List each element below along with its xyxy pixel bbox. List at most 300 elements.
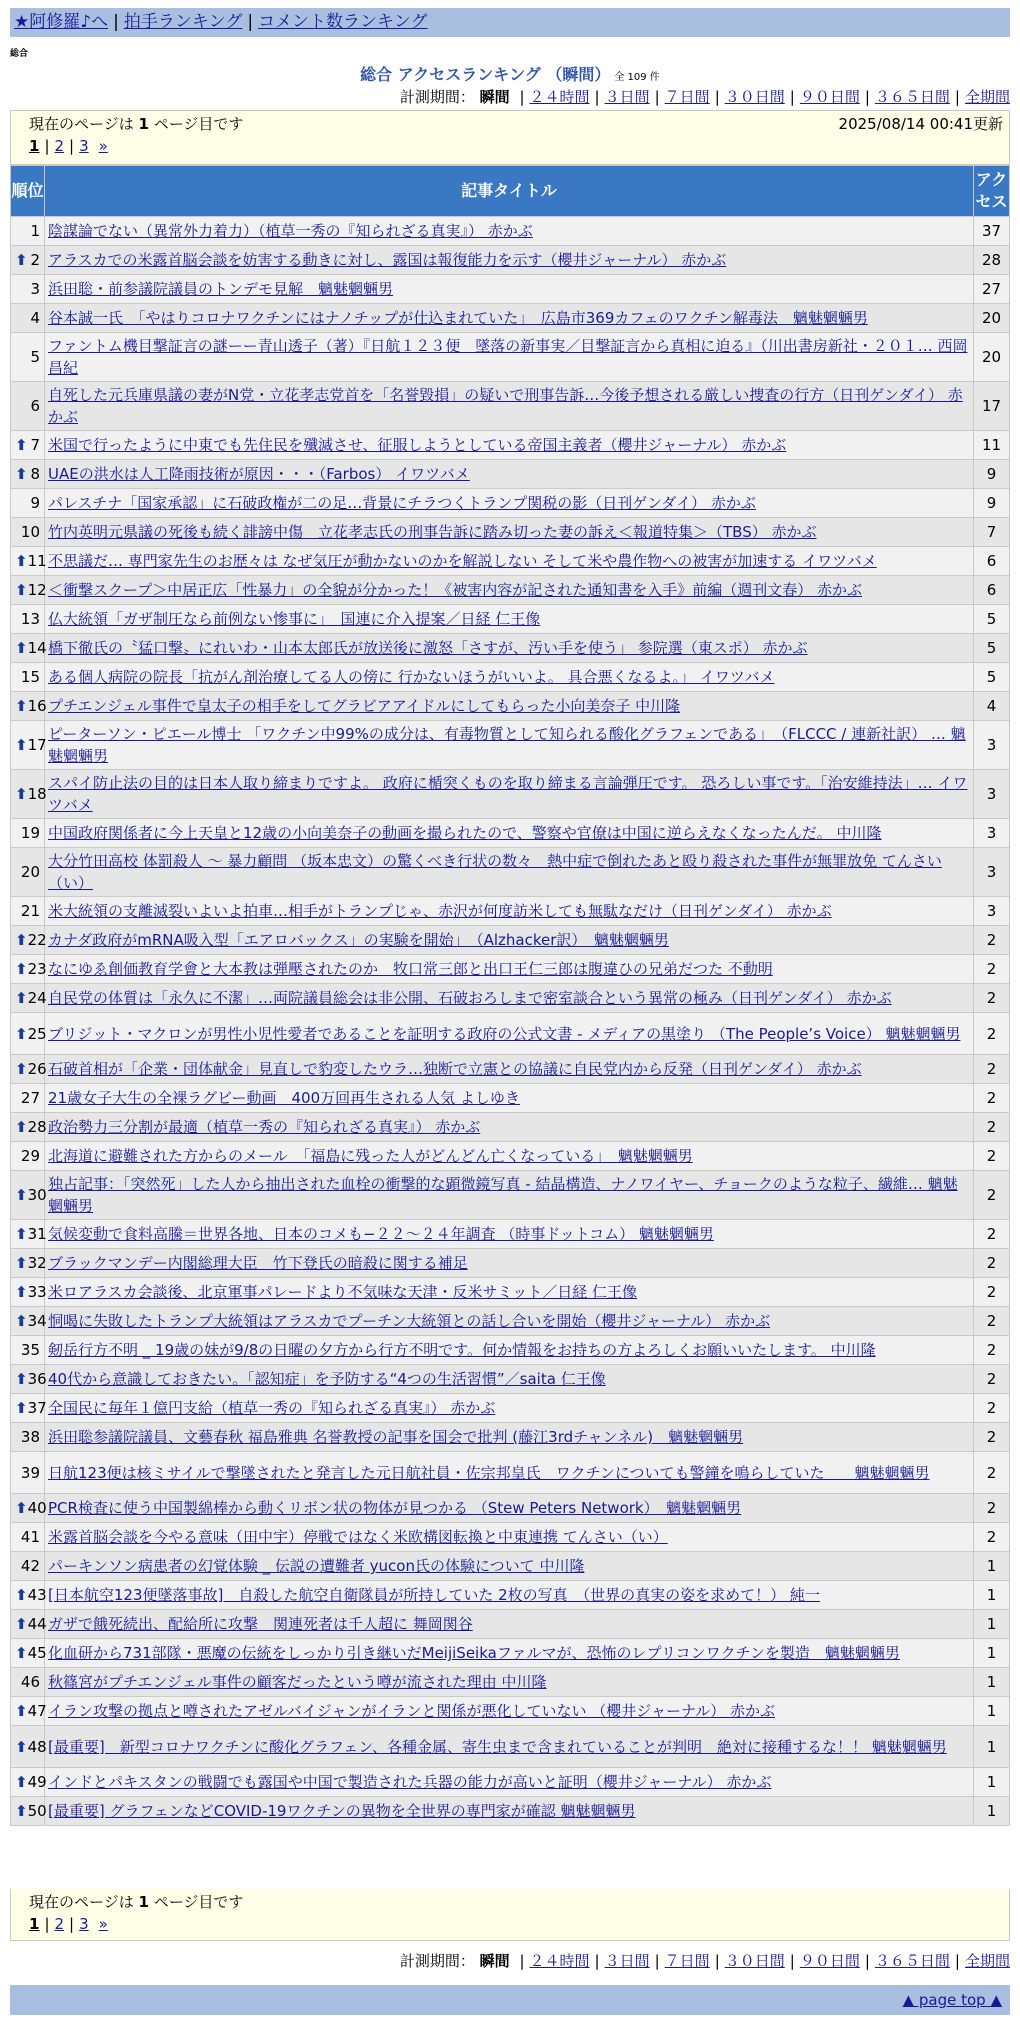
article-link[interactable]: 橋下徹氏の〝猛口撃〟にれいわ・山本太郎氏が放送後に激怒「さすが、汚い手を使う」 参院選（東スポ） 赤かぶ bbox=[48, 639, 808, 657]
access-count: 4 bbox=[974, 692, 1010, 721]
rank-number: 44 bbox=[27, 1615, 47, 1633]
title-cell bbox=[45, 721, 974, 770]
title-cell bbox=[45, 819, 974, 848]
rank-cell bbox=[11, 819, 45, 848]
rank-number: 21 bbox=[20, 902, 40, 920]
up-arrow-icon: ⬆ bbox=[15, 1283, 28, 1301]
table-row bbox=[11, 518, 1010, 547]
access-column-header: アクセス bbox=[974, 166, 1010, 217]
period-link[interactable]: ３６５日間 bbox=[874, 88, 950, 106]
table-row bbox=[11, 1452, 1010, 1494]
access-count: 2 bbox=[974, 1249, 1010, 1278]
rank-number: 18 bbox=[27, 785, 47, 803]
article-link[interactable]: 中国政府関係者に今上天皇と12歳の小向美奈子の動画を撮られたので、警察や官僚は中国に逆らえなくなったんだ。 中川隆 bbox=[48, 824, 882, 842]
page-separator: | bbox=[69, 137, 75, 155]
nav-separator: | bbox=[247, 12, 254, 32]
rank-cell bbox=[11, 1610, 45, 1639]
article-link[interactable]: イラン攻撃の拠点と噂されたアゼルバイジャンがイランと関係が悪化していない （櫻井ジャーナル） 赤かぶ bbox=[48, 1702, 775, 1720]
access-count: 2 bbox=[974, 1055, 1010, 1084]
title-cell bbox=[45, 1307, 974, 1336]
up-arrow-icon: ⬆ bbox=[15, 552, 28, 570]
title-cell bbox=[45, 984, 974, 1013]
rank-number: 4 bbox=[30, 309, 40, 327]
rank-cell bbox=[11, 382, 45, 431]
access-count: 1 bbox=[974, 1797, 1010, 1826]
table-header-row bbox=[11, 166, 1010, 217]
up-arrow-icon: ⬆ bbox=[15, 1186, 28, 1204]
article-link[interactable]: 石破首相が「企業・団体献金」見直しで豹変したウラ…独断で立憲との協議に自民党内から反発（日刊ゲンダイ） 赤かぶ bbox=[48, 1060, 862, 1078]
access-count: 3 bbox=[974, 848, 1010, 897]
access-count: 17 bbox=[974, 382, 1010, 431]
up-arrow-icon: ⬆ bbox=[15, 465, 28, 483]
page-link[interactable]: 2 bbox=[54, 1915, 65, 1933]
rank-number: 10 bbox=[20, 523, 40, 541]
ranking-count: 全 109 件 bbox=[614, 72, 660, 83]
rank-cell bbox=[11, 576, 45, 605]
title-cell bbox=[45, 1249, 974, 1278]
access-count: 20 bbox=[974, 304, 1010, 333]
article-link[interactable]: 全国民に毎年１億円支給（植草一秀の『知られざる真実』） 赤かぶ bbox=[48, 1399, 496, 1417]
rank-number: 7 bbox=[30, 436, 40, 454]
access-count: 3 bbox=[974, 819, 1010, 848]
access-count: 5 bbox=[974, 605, 1010, 634]
access-count: 2 bbox=[974, 1523, 1010, 1552]
period-link[interactable]: ３０日間 bbox=[724, 1952, 785, 1970]
page-link[interactable]: 2 bbox=[54, 137, 65, 155]
table-row bbox=[11, 1171, 1010, 1220]
title-cell bbox=[45, 1084, 974, 1113]
page-separator: | bbox=[44, 1915, 50, 1933]
article-link[interactable]: 化血研から731部隊・悪魔の伝統をしっかり引き継いだMeijiSeikaファルマが、恐怖のレプリコンワクチンを製造 魑魅魍魎男 bbox=[48, 1644, 900, 1662]
article-link[interactable]: アラスカでの米露首脳会談を妨害する動きに対し、露国は報復能力を示す（櫻井ジャーナル） 赤かぶ bbox=[48, 251, 727, 269]
article-link[interactable]: 独占記事：「突然死」した人から抽出された血栓の衝撃的な顕微鏡写真 - 結晶構造、ナノワイヤー、チョークのような粒子、繊維… 魑魅魍魎男 bbox=[48, 1175, 958, 1215]
access-count: 2 bbox=[974, 1171, 1010, 1220]
up-arrow-icon: ⬆ bbox=[15, 1702, 28, 1720]
rank-cell bbox=[11, 1220, 45, 1249]
rank-cell bbox=[11, 489, 45, 518]
table-row bbox=[11, 576, 1010, 605]
rank-cell bbox=[11, 1113, 45, 1142]
table-row bbox=[11, 1581, 1010, 1610]
up-arrow-icon: ⬆ bbox=[15, 785, 28, 803]
access-count: 2 bbox=[974, 1423, 1010, 1452]
rank-cell bbox=[11, 1307, 45, 1336]
article-link[interactable]: 北海道に避難された方からのメール 「福島に残った人がどんどん亡くなっている」 魑魅魍魎男 bbox=[48, 1147, 693, 1165]
rank-cell bbox=[11, 926, 45, 955]
table-row bbox=[11, 984, 1010, 1013]
period-link[interactable]: ９０日間 bbox=[799, 88, 860, 106]
rank-cell bbox=[11, 1142, 45, 1171]
rank-cell bbox=[11, 897, 45, 926]
table-row bbox=[11, 460, 1010, 489]
page-separator: | bbox=[69, 1915, 75, 1933]
rank-cell bbox=[11, 1494, 45, 1523]
article-link[interactable]: ピーターソン・ピエール博士 「ワクチン中99%の成分は、有毒物質として知られる酸化グラフェンである」 （FLCCC / 連新社訳） … 魑魅魍魎男 bbox=[48, 725, 966, 765]
article-link[interactable]: 剱岳行方不明 _ 19歳の妹が9/8の日曜の夕方から行方不明です。何か情報をお持ちの方よろしくお願いいたします。 中川隆 bbox=[48, 1341, 876, 1359]
access-count: 27 bbox=[974, 275, 1010, 304]
article-link[interactable]: インドとパキスタンの戦闘でも露国や中国で製造された兵器の能力が高いと証明（櫻井ジャーナル） 赤かぶ bbox=[48, 1773, 772, 1791]
title-cell bbox=[45, 1142, 974, 1171]
rank-number: 41 bbox=[20, 1528, 40, 1546]
rank-number: 43 bbox=[27, 1586, 47, 1604]
title-cell bbox=[45, 1394, 974, 1423]
table-row bbox=[11, 489, 1010, 518]
period-separator: | bbox=[519, 88, 525, 106]
table-row bbox=[11, 955, 1010, 984]
rank-cell bbox=[11, 1394, 45, 1423]
article-link[interactable]: [日本航空123便墜落事故] 自殺した航空自衛隊員が所持していた 2枚の写真 （世界の真実の姿を求めて！） 純一 bbox=[48, 1586, 820, 1604]
access-count: 1 bbox=[974, 1552, 1010, 1581]
rank-cell bbox=[11, 634, 45, 663]
home-link[interactable]: ★阿修羅♪へ bbox=[14, 12, 109, 32]
rank-cell bbox=[11, 518, 45, 547]
up-arrow-icon: ⬆ bbox=[15, 1254, 28, 1272]
ranking-title-text: 総合 アクセスランキング （瞬間） bbox=[360, 65, 611, 84]
title-cell bbox=[45, 663, 974, 692]
article-link[interactable]: 米国で行ったように中東でも先住民を殲滅させ、征服しようとしている帝国主義者（櫻井ジャーナル） 赤かぶ bbox=[48, 436, 787, 454]
rank-cell bbox=[11, 663, 45, 692]
access-count: 1 bbox=[974, 1639, 1010, 1668]
up-arrow-icon: ⬆ bbox=[15, 581, 28, 599]
rank-number: 15 bbox=[20, 668, 40, 686]
article-link[interactable]: 気候変動で食料高騰＝世界各地、日本のコメも−２２〜２４年調査 （時事ドットコム） 魑魅魍魎男 bbox=[48, 1225, 714, 1243]
article-link[interactable]: [最重要] グラフェンなどCOVID-19ワクチンの異物を全世界の専門家が確認 魑魅魍魎男 bbox=[48, 1802, 636, 1820]
table-row bbox=[11, 1610, 1010, 1639]
article-link[interactable]: 米露首脳会談を今やる意味（田中宇）停戦ではなく米欧構図転換と中東連携 てんさい（い） bbox=[48, 1528, 668, 1546]
title-cell bbox=[45, 1768, 974, 1797]
article-link[interactable]: 21歳女子大生の全裸ラグビー動画 400万回再生される人気 よしゆき bbox=[48, 1089, 520, 1107]
rank-number: 13 bbox=[20, 610, 40, 628]
up-arrow-icon: ⬆ bbox=[15, 251, 28, 269]
rank-number: 47 bbox=[27, 1702, 47, 1720]
article-link[interactable]: 竹内英明元県議の死後も続く誹謗中傷 立花孝志氏の刑事告訴に踏み切った妻の訴え＜報道特集＞（TBS） 赤かぶ bbox=[48, 523, 817, 541]
access-count: 2 bbox=[974, 1307, 1010, 1336]
article-link[interactable]: 浜田聡・前参議院議員のトンデモ見解 魑魅魍魎男 bbox=[48, 280, 394, 298]
rank-number: 37 bbox=[27, 1399, 47, 1417]
next-page-link[interactable]: » bbox=[98, 1915, 108, 1933]
access-count: 2 bbox=[974, 1113, 1010, 1142]
access-count: 5 bbox=[974, 634, 1010, 663]
table-row bbox=[11, 1394, 1010, 1423]
title-cell bbox=[45, 1365, 974, 1394]
rank-number: 27 bbox=[20, 1089, 40, 1107]
pager-top bbox=[10, 110, 1010, 165]
ranking-table bbox=[10, 165, 1010, 1826]
table-row bbox=[11, 1084, 1010, 1113]
period-link[interactable]: ２４時間 bbox=[529, 88, 590, 106]
access-count: 9 bbox=[974, 489, 1010, 518]
article-link[interactable]: 大分竹田高校 体罰殺人 〜 暴力顧問 （坂本忠文）の驚くべき行状の数々 熱中症で倒れたあと殴り殺された事件が無罪放免 てんさい（い） bbox=[48, 852, 942, 892]
article-link[interactable]: ある個人病院の院長「抗がん剤治療してる人の傍に 行かないほうがいいよ。 具合悪くなるよ。」 イワツバメ bbox=[48, 668, 775, 686]
rank-number: 16 bbox=[27, 697, 47, 715]
rank-cell bbox=[11, 721, 45, 770]
table-row bbox=[11, 1278, 1010, 1307]
article-link[interactable]: 恫喝に失敗したトランプ大統領はアラスカでプーチン大統領との話し合いを開始（櫻井ジャーナル） 赤かぶ bbox=[48, 1312, 771, 1330]
rank-cell bbox=[11, 1797, 45, 1826]
period-separator: | bbox=[789, 88, 795, 106]
rank-number: 34 bbox=[27, 1312, 47, 1330]
rank-cell bbox=[11, 1668, 45, 1697]
period-link[interactable]: ９０日間 bbox=[799, 1952, 860, 1970]
rank-number: 25 bbox=[27, 1024, 47, 1043]
article-link[interactable]: 陰謀論でない（異常外力着力）（植草一秀の『知られざる真実』） 赤かぶ bbox=[48, 222, 533, 240]
nav-separator: | bbox=[113, 12, 119, 32]
article-link[interactable]: 40代から意識しておきたい。「認知症」を予防する“4つの生活習慣”／saita 仁王像 bbox=[48, 1370, 606, 1388]
access-count: 1 bbox=[974, 1610, 1010, 1639]
period-label: 計測期間： bbox=[399, 88, 475, 106]
period-link[interactable]: ７日間 bbox=[664, 88, 710, 106]
current-page-text: 現在のページは 1 ページ目です bbox=[29, 1893, 244, 1911]
applause-ranking-link[interactable]: 拍手ランキング bbox=[123, 12, 243, 32]
article-link[interactable]: 自民党の体質は「永久に不潔」…両院議員総会は非公開、石破おろしまで密室談合という異常の極み（日刊ゲンダイ） 赤かぶ bbox=[48, 989, 892, 1007]
access-count: 2 bbox=[974, 1142, 1010, 1171]
title-cell bbox=[45, 1581, 974, 1610]
rank-cell bbox=[11, 955, 45, 984]
next-page-link[interactable]: » bbox=[98, 137, 108, 155]
page-separator: | bbox=[44, 137, 50, 155]
period-link[interactable]: ３日間 bbox=[604, 1952, 650, 1970]
title-cell bbox=[45, 848, 974, 897]
rank-cell bbox=[11, 605, 45, 634]
rank-number: 24 bbox=[27, 989, 47, 1007]
article-link[interactable]: 仏大統領「ガザ制圧なら前例ない惨事に」 国連に介入提案／日経 仁王像 bbox=[48, 610, 541, 628]
article-link[interactable]: 自死した元兵庫県議の妻がN党・立花孝志党首を「名誉毀損」の疑いで刑事告訴…今後予想される厳しい捜査の行方（日刊ゲンダイ） 赤かぶ bbox=[48, 386, 963, 426]
period-link[interactable]: ７日間 bbox=[664, 1952, 710, 1970]
article-link[interactable]: PCR検査に使う中国製綿棒から動くリボン状の物体が見つかる （Stew Peters Network） 魑魅魍魎男 bbox=[48, 1499, 742, 1517]
period-selector-top bbox=[400, 87, 1010, 107]
table-row bbox=[11, 1249, 1010, 1278]
period-separator: | bbox=[594, 1952, 600, 1970]
access-count: 5 bbox=[974, 663, 1010, 692]
rank-number: 12 bbox=[27, 581, 47, 599]
rank-number: 11 bbox=[27, 552, 47, 570]
rank-number: 30 bbox=[27, 1186, 47, 1204]
article-link[interactable]: 秋篠宮がプチエンジェル事件の顧客だったという噂が流された理由 中川隆 bbox=[48, 1673, 547, 1691]
period-separator: | bbox=[654, 1952, 660, 1970]
page-links bbox=[29, 135, 1001, 157]
article-link[interactable]: [最重要] 新型コロナワクチンに酸化グラフェン、各種金属、寄生虫まで含まれていることが判明 絶対に接種するな！！ 魑魅魍魎男 bbox=[48, 1737, 947, 1756]
article-link[interactable]: ＜衝撃スクープ＞中居正広「性暴力」の全貌が分かった！《被害内容が記された通知書を入手》前編（週刊文春） 赤かぶ bbox=[48, 581, 863, 599]
rank-cell bbox=[11, 984, 45, 1013]
period-link[interactable]: ３日間 bbox=[604, 88, 650, 106]
rank-cell bbox=[11, 1249, 45, 1278]
rank-number: 39 bbox=[20, 1463, 40, 1482]
access-count: 2 bbox=[974, 1394, 1010, 1423]
page-link[interactable]: 3 bbox=[79, 1915, 89, 1933]
rank-cell bbox=[11, 1726, 45, 1768]
table-row bbox=[11, 1639, 1010, 1668]
up-arrow-icon: ⬆ bbox=[15, 989, 28, 1007]
footer-bar bbox=[10, 1985, 1010, 2015]
table-row bbox=[11, 848, 1010, 897]
rank-cell bbox=[11, 275, 45, 304]
comment-ranking-link[interactable]: コメント数ランキング bbox=[258, 12, 428, 32]
up-arrow-icon: ⬆ bbox=[15, 931, 28, 949]
rank-number: 23 bbox=[27, 960, 47, 978]
rank-number: 42 bbox=[20, 1557, 40, 1575]
article-link[interactable]: 政治勢力三分割が最適（植草一秀の『知られざる真実』） 赤かぶ bbox=[48, 1118, 481, 1136]
period-link[interactable]: ２４時間 bbox=[529, 1952, 590, 1970]
title-cell bbox=[45, 547, 974, 576]
up-arrow-icon: ⬆ bbox=[15, 1615, 28, 1633]
period-selector-bottom bbox=[400, 1951, 1010, 1971]
updated-timestamp: 2025/08/14 00:41更新 bbox=[838, 115, 1003, 133]
title-cell bbox=[45, 1610, 974, 1639]
title-cell bbox=[45, 605, 974, 634]
title-cell bbox=[45, 926, 974, 955]
table-row bbox=[11, 304, 1010, 333]
access-count: 2 bbox=[974, 955, 1010, 984]
rank-number: 26 bbox=[27, 1060, 47, 1078]
article-link[interactable]: 谷本誠一氏 「やはりコロナワクチンにはナノチップが仕込まれていた」 広島市369カフェのワクチン解毒法 魑魅魍魎男 bbox=[48, 309, 868, 327]
rank-cell bbox=[11, 1365, 45, 1394]
table-row bbox=[11, 246, 1010, 275]
period-separator: | bbox=[864, 88, 870, 106]
rank-number: 3 bbox=[30, 280, 40, 298]
up-arrow-icon: ⬆ bbox=[15, 639, 28, 657]
rank-number: 5 bbox=[30, 348, 40, 366]
up-arrow-icon: ⬆ bbox=[15, 1586, 28, 1604]
rank-number: 22 bbox=[27, 931, 47, 949]
up-arrow-icon: ⬆ bbox=[15, 1060, 28, 1078]
table-row bbox=[11, 1113, 1010, 1142]
article-link[interactable]: ファントム機目撃証言の謎ーー青山透子（著）『日航１２３便 墜落の新事実／目撃証言から真相に迫る』（川出書房新社・２０１… 西岡昌紀 bbox=[48, 337, 968, 377]
table-row bbox=[11, 692, 1010, 721]
rank-number: 28 bbox=[27, 1118, 47, 1136]
access-count: 2 bbox=[974, 1278, 1010, 1307]
title-cell bbox=[45, 897, 974, 926]
title-cell bbox=[45, 275, 974, 304]
table-row bbox=[11, 1523, 1010, 1552]
article-link[interactable]: 浜田聡参議院議員、文藝春秋 福島雅典 名誉教授の記事を国会で批判 (藤江3rdチャンネル) 魑魅魍魎男 bbox=[48, 1428, 744, 1446]
article-link[interactable]: パーキンソン病患者の幻覚体験 _ 伝説の遭難者 yucon氏の体験について 中川隆 bbox=[48, 1557, 585, 1575]
article-link[interactable]: 米大統領の支離滅裂いよいよ拍車…相手がトランプじゃ、赤沢が何度訪米しても無駄なだけ（日刊ゲンダイ） 赤かぶ bbox=[48, 902, 832, 920]
table-row bbox=[11, 1220, 1010, 1249]
title-cell bbox=[45, 382, 974, 431]
table-row bbox=[11, 382, 1010, 431]
up-arrow-icon: ⬆ bbox=[15, 1399, 28, 1417]
table-row bbox=[11, 897, 1010, 926]
table-row bbox=[11, 333, 1010, 382]
title-cell bbox=[45, 333, 974, 382]
table-row bbox=[11, 1668, 1010, 1697]
up-arrow-icon: ⬆ bbox=[15, 1370, 28, 1388]
article-link[interactable]: ブリジット・マクロンが男性小児性愛者であることを証明する政府の公式文書 - メディアの黒塗り （The People’s Voice） 魑魅魍魎男 bbox=[48, 1024, 961, 1043]
rank-cell bbox=[11, 1639, 45, 1668]
article-link[interactable]: カナダ政府がmRNA吸入型「エアロバックス」の実験を開始」 （Alzhacker訳） 魑魅魍魎男 bbox=[48, 931, 669, 949]
table-row bbox=[11, 217, 1010, 246]
rank-number: 1 bbox=[30, 222, 40, 240]
rank-number: 45 bbox=[27, 1644, 47, 1662]
rank-cell bbox=[11, 304, 45, 333]
period-separator: | bbox=[789, 1952, 795, 1970]
period-separator: | bbox=[954, 1952, 960, 1970]
top-nav-bar bbox=[10, 8, 1010, 37]
table-row bbox=[11, 1494, 1010, 1523]
period-link[interactable]: ３０日間 bbox=[724, 88, 785, 106]
article-link[interactable]: ガザで餓死続出、配給所に攻撃 関連死者は千人超に 舞岡関谷 bbox=[48, 1615, 473, 1633]
rank-cell bbox=[11, 431, 45, 460]
article-link[interactable]: UAEの洪水は人工降雨技術が原因・・・（Farbos） イワツバメ bbox=[48, 465, 470, 483]
rank-number: 33 bbox=[27, 1283, 47, 1301]
article-link[interactable]: 不思議だ… 専門家先生のお歴々は なぜ気圧が動かないのかを解説しない そして米や農作物への被害が加速する イワツバメ bbox=[48, 552, 877, 570]
current-page-text: 現在のページは 1 ページ目です bbox=[29, 115, 244, 133]
access-count: 2 bbox=[974, 1084, 1010, 1113]
table-row bbox=[11, 547, 1010, 576]
rank-number: 50 bbox=[27, 1802, 47, 1820]
article-link[interactable]: なにゆゑ創価教育学會と大本教は弾壓されたのか 牧口常三郎と出口王仁三郎は腹違ひの兄弟だつた 不動明 bbox=[48, 960, 773, 978]
table-row bbox=[11, 819, 1010, 848]
title-cell bbox=[45, 460, 974, 489]
table-row bbox=[11, 1365, 1010, 1394]
up-arrow-icon: ⬆ bbox=[15, 697, 28, 715]
rank-cell bbox=[11, 1423, 45, 1452]
table-row bbox=[11, 1013, 1010, 1055]
period-link[interactable]: 全期間 bbox=[964, 88, 1010, 106]
article-link[interactable]: プチエンジェル事件で皇太子の相手をしてグラビアアイドルにしてもらった小向美奈子 中川隆 bbox=[48, 697, 681, 715]
page-top-link[interactable]: ▲ page top ▲ bbox=[902, 1991, 1002, 2009]
article-link[interactable]: 日航123便は核ミサイルで撃墜されたと発言した元日航社員・佐宗邦皇氏 ワクチンについても警鐘を鳴らしていた 魑魅魍魎男 bbox=[48, 1463, 930, 1482]
period-separator: | bbox=[654, 88, 660, 106]
period-separator: | bbox=[714, 1952, 720, 1970]
period-link[interactable]: 全期間 bbox=[964, 1952, 1010, 1970]
title-cell bbox=[45, 955, 974, 984]
table-row bbox=[11, 1336, 1010, 1365]
title-cell bbox=[45, 246, 974, 275]
up-arrow-icon: ⬆ bbox=[15, 736, 28, 754]
access-count: 3 bbox=[974, 770, 1010, 819]
title-cell bbox=[45, 692, 974, 721]
period-link[interactable]: ３６５日間 bbox=[874, 1952, 950, 1970]
rank-number: 38 bbox=[20, 1428, 40, 1446]
rank-cell bbox=[11, 547, 45, 576]
access-count: 2 bbox=[974, 926, 1010, 955]
rank-cell bbox=[11, 246, 45, 275]
article-link[interactable]: ブラックマンデー内閣総理大臣 竹下登氏の暗殺に関する補足 bbox=[48, 1254, 468, 1272]
pager-bottom bbox=[10, 1889, 1010, 1941]
title-cell bbox=[45, 1639, 974, 1668]
up-arrow-icon: ⬆ bbox=[15, 960, 28, 978]
rank-cell bbox=[11, 460, 45, 489]
period-separator: | bbox=[714, 88, 720, 106]
up-arrow-icon: ⬆ bbox=[15, 1118, 28, 1136]
rank-cell bbox=[11, 1171, 45, 1220]
table-row bbox=[11, 770, 1010, 819]
up-arrow-icon: ⬆ bbox=[15, 1024, 28, 1043]
table-row bbox=[11, 1797, 1010, 1826]
access-count: 28 bbox=[974, 246, 1010, 275]
rank-column-header: 順位 bbox=[11, 166, 45, 217]
rank-cell bbox=[11, 770, 45, 819]
title-cell bbox=[45, 1278, 974, 1307]
title-cell bbox=[45, 1452, 974, 1494]
article-link[interactable]: 米ロアラスカ会談後、北京軍事パレードより不気味な天津・反米サミット／日経 仁王像 bbox=[48, 1283, 638, 1301]
rank-number: 2 bbox=[30, 251, 40, 269]
article-link[interactable]: パレスチナ「国家承認」に石破政権が二の足…背景にチラつくトランプ関税の影（日刊ゲンダイ） 赤かぶ bbox=[48, 494, 756, 512]
access-count: 1 bbox=[974, 1768, 1010, 1797]
access-count: 7 bbox=[974, 518, 1010, 547]
rank-cell bbox=[11, 1336, 45, 1365]
title-cell bbox=[45, 304, 974, 333]
period-current: 瞬間 bbox=[479, 1952, 510, 1970]
table-row bbox=[11, 1726, 1010, 1768]
page-link[interactable]: 3 bbox=[79, 137, 89, 155]
rank-cell bbox=[11, 1278, 45, 1307]
article-link[interactable]: スパイ防止法の目的は日本人取り締まりですよ。 政府に楯突くものを取り締まる言論弾圧です。 恐ろしい事です。「治安維持法」… イワツバメ bbox=[48, 774, 968, 814]
rank-number: 29 bbox=[20, 1147, 40, 1165]
title-cell bbox=[45, 431, 974, 460]
title-cell bbox=[45, 518, 974, 547]
